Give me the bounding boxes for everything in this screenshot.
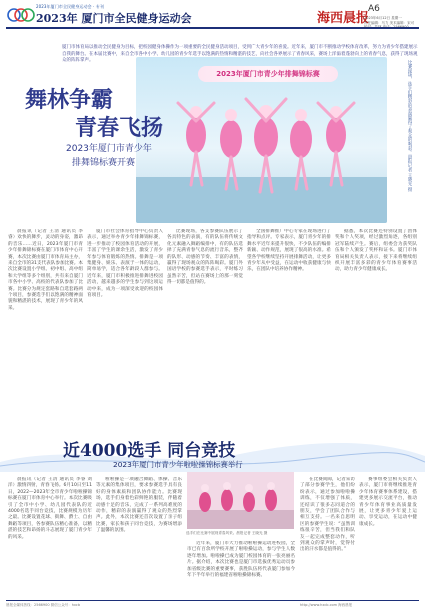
hero-banner-text: 2023年厦门市青少年排舞锦标赛 <box>216 70 320 78</box>
cheerleaders-illustration <box>187 472 294 529</box>
header-title: 2023年 厦门市全民健身运动会 <box>36 12 192 25</box>
cheerleading-photo <box>187 472 294 529</box>
article-lede: 厦门市体育局以推动全民健身为目标，把校园健身体操作为一项重要的全民健身活动项目，受到广大青少年的喜爱。近年来，厦门市不断推动学校体育改革，努力为青少年搭建展示自我的舞台。在本届比赛中，来自全市各中小学、幼儿园的青少年选手以饱满的热情和精湛的技艺，向社会各界展示了青春风采，赛场上洋溢着蓬勃向上的青春气息，获得了现场观众的阵阵掌声。 <box>62 45 418 64</box>
header-editors: 责任编辑：马力 美术编辑：宋可 <box>364 20 415 25</box>
article1-column-2 <box>87 229 163 429</box>
hero-photo-caption: 比赛现场，选手们精彩的表演赢得了观众的喝彩。晨报记者 王晓光 摄 <box>407 60 412 192</box>
article2-column-4 <box>300 477 355 598</box>
footer-rule <box>6 600 419 601</box>
article2-paragraph-1: 晨报讯（记者 王清 通讯员 李睿 刘洋）激情四射，青春飞扬。6月10日至11日，2022—2023年全市青少年啦啦操锦标赛在厦门市体育中心举行。本次比赛吸引了全市中小学、幼儿园代表队的近4000名选手同台竞技，比赛规模为历年之最。比赛设置花球、街舞、爵士、自由舞蹈等项目，各参赛队伍精心准备，以精湛的技艺和昂扬的斗志展现了厦门青少年的风采。 <box>8 477 92 540</box>
subheadline-line2: 排舞锦标赛开赛 <box>72 158 136 168</box>
article2-paragraph-3: 近年来，厦门市大力推动啦啦操运动进校园，全市已有百余所学校开展了啦啦操运动，参与学生人数逐年增加。啦啦操已成为厦门校园体育的一张亮丽名片。据介绍，本次比赛也是厦门市选拔优秀运动员参加省级比赛的重要赛事，获胜队伍将代表厦门参加今年下半年举行的福建省啦啦操锦标赛。 <box>187 541 295 579</box>
article1-paragraph-2: 厦门市社会体育指导中心负责人表示，通过举办青少年排舞锦标赛，进一步推动了校园体育活动的开展，丰富了学生的课余生活，激发了青少年参与体育锻炼的热情。排舞是一项集健身、娱乐、表演于一体的运动，简单易学，适合各年龄段人群参与。近年来，厦门市积极推进排舞进校园活动，越来越多的学生参与到这项运动中来，成为一项深受欢迎的校园体育项目。 <box>87 229 163 299</box>
footer-hotline: 晨报全媒体热线：2566900 微信公众号：hxcb <box>6 603 81 607</box>
headline-line1: 舞林争霸 <box>25 87 114 113</box>
article1-paragraph-4: 全国排舞推广中心专家在现场进行了指导和点评。专家表示，厦门青少年的排舞水平近年来提升很快，不少队伍的编排新颖、动作规范，展现了很高的水准。希望各学校继续坚持开展排舞活动，让更多青少年从中受益，在运动中收获健康与快乐，在团队中培养协作精神。 <box>247 229 331 273</box>
article1-column-3 <box>167 229 243 429</box>
header-date: 2023年6月12日 星期一 <box>364 16 402 20</box>
article2-column-5 <box>359 477 417 598</box>
article1-column-4 <box>247 229 331 429</box>
article2-column-2 <box>96 477 182 598</box>
cheerleading-photo-caption: 选手们在比赛中展现青春风采。晨报记者 王晓光 摄 <box>186 531 268 535</box>
subheadline-2: 2023年厦门市青少年啦啦操锦标赛举行 <box>113 460 243 469</box>
hero-banner <box>198 66 338 82</box>
headline-2: 近4000选手 同台竞技 <box>63 441 236 461</box>
header-kicker: 2023年厦门市全民健身运动会 · 专刊 <box>36 4 104 9</box>
article2-column-3 <box>187 541 295 598</box>
article1-paragraph-1: 晨报讯（记者 王清 通讯员 李睿）欢快的舞步，灵动的身姿，激昂的音乐……近日，2023年厦门市青少年排舞锦标赛在厦门市体育中心开赛，本次比赛由厦门市体育局主办，来自全市的31支代表队参加比赛。本次比赛设置小学组、初中组、高中组和大学组等多个组别，共有来自厦门市各中小学、高校的代表队参加了比赛。比赛分为规定套路和自选套路两个项目，参赛选手们以饱满的精神面貌和精湛的技术，展现了青少年的风采。 <box>8 229 83 311</box>
article2-paragraph-2: 啦啦操是一项融合舞蹈、体操、音乐等元素的集体项目，要求参赛选手具有良好的身体素质和团队协作能力。比赛现场，选手们身着色彩鲜艳的服装，伴随着动感十足的音乐，完成了一系列高难度的动作，精彩的表演赢得了观众的热烈掌声。此外，本次比赛还首次设置了亲子组比赛，家长和孩子同台竞技，为赛场增添了温馨的氛围。 <box>96 477 182 534</box>
article2-paragraph-5: 赛事组委会相关负责人表示，厦门市将继续推进青少年体育赛事体系建设，搭建更多展示交流平台，推动青少年体育事业高质量发展，让更多青少年爱上运动、享受运动，在运动中健康成长。 <box>359 477 417 527</box>
newspaper-name: 海西晨报 <box>317 11 370 26</box>
article2-column-1 <box>8 477 92 598</box>
article1-paragraph-3: 比赛现场，各支参赛队伍展示了各具特色的表演，有的队伍将传统文化元素融入舞蹈编排中，有的队伍选择了充满青春气息的流行音乐，整齐的队形、动感的节奏、丰富的表情，赢得了现场观众的阵阵喝彩。厦门外国语学校的参赛选手表示，平时练习虽然辛苦，但站在赛场上的那一刻觉得一切都是值得的。 <box>167 229 243 286</box>
article1-paragraph-5: 据悉，本次比赛还特别设置了团体奖和个人奖项，经过激烈角逐，各组别冠军陆续产生。赛后，组委会为获奖队伍和个人颁发了奖杯和证书。厦门市体育局相关负责人表示，接下来将继续组织开展丰富多彩的青少年体育赛事活动，助力青少年健康成长。 <box>335 229 417 273</box>
article2-paragraph-4: 在比赛间隙，记者采访了部分参赛学生，他们纷纷表示，通过参加啦啦操训练，不仅增强了体质，还结识了很多志同道合的朋友，学会了团队合作与相互支持。一名来自思明区的参赛学生说：“虽然训练很辛苦，但当我们和队友一起完成整套动作，听到观众的掌声时，觉得付出的汗水都是值得的。” <box>300 477 355 553</box>
header-rule <box>6 27 419 29</box>
article1-column-1 <box>8 229 83 429</box>
headline-line2: 青春飞扬 <box>75 115 164 141</box>
page-number: A6 <box>368 4 380 14</box>
subheadline-line1: 2023年厦门市青少年 <box>66 144 152 154</box>
footer-website: http://www.hxcb.com 海西晨报 <box>300 603 353 607</box>
article1-column-5 <box>335 229 417 429</box>
games-logo <box>6 3 36 27</box>
